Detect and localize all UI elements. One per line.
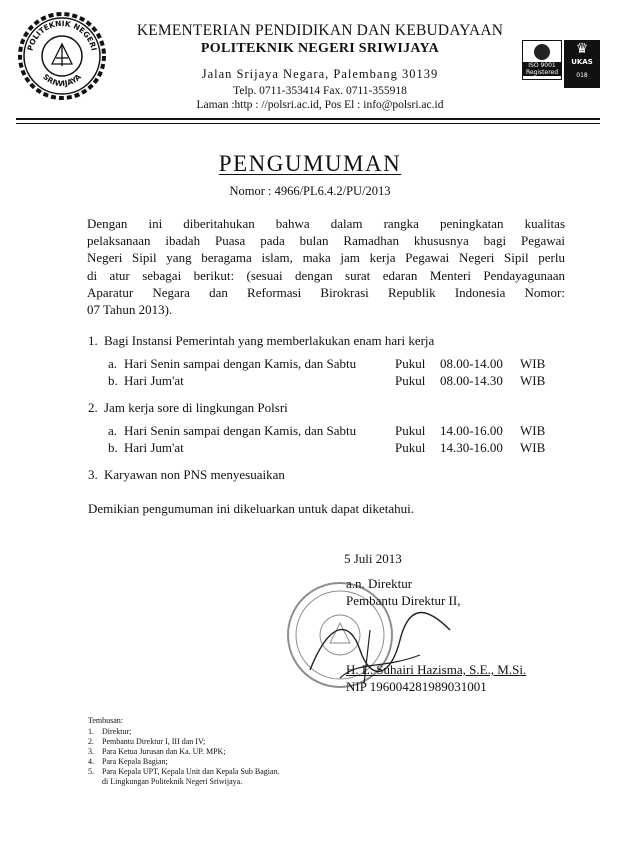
row-label: b. (108, 373, 118, 388)
row-label: a. (108, 356, 118, 371)
row-text: Hari Jum'at (124, 373, 184, 388)
cc-item-text: Direktur; (102, 727, 132, 736)
list-item (88, 467, 285, 483)
intro-line: pelaksanaan ibadah Puasa pada bulan Ramadhan khususnya bagi Pegawai (87, 233, 565, 249)
row-time: 08.00-14.00 (440, 356, 503, 371)
list-item-number: 2. (88, 400, 98, 415)
header-rule-thin (16, 123, 600, 124)
cc-item-text: di Lingkungan Politeknik Negeri Sriwijaya. (102, 777, 243, 786)
signature-on-behalf: a.n. Direktur (346, 576, 413, 591)
sgs-seal-icon (534, 44, 550, 60)
row-text: Hari Senin sampai dengan Kamis, dan Sabtu (124, 356, 357, 371)
website-email: Laman :http : //polsri.ac.id, Pos El : info@polsri.ac.id (196, 99, 444, 111)
phone-fax: Telp. 0711-353414 Fax. 0711-355918 (233, 85, 407, 97)
cc-item-number: 1. (88, 727, 94, 736)
iso-label: ISO 9001 (528, 62, 556, 69)
cc-item-number: 2. (88, 737, 94, 746)
announcement-number: Nomor : 4966/PL6.4.2/PU/2013 (229, 184, 391, 198)
intro-line: 07 Tahun 2013). (87, 302, 173, 318)
list-item (88, 400, 288, 416)
intro-line: Dengan ini diberitahukan bahwa dalam rangka peningkatan kualitas (87, 216, 565, 231)
ministry-name: KEMENTERIAN PENDIDIKAN DAN KEBUDAYAAN (136, 22, 504, 39)
row-label: a. (108, 423, 118, 438)
intro-line: di atur sebagai berikut: (sesuai dengan surat edaran Menteri Pendayagunaan (87, 267, 565, 283)
signatory-name: H. L. Suhairi Hazisma, S.E., M.Si. (346, 662, 527, 677)
row-pukul: Pukul (395, 373, 426, 388)
cc-item-number: 3. (88, 747, 94, 756)
list-item (88, 333, 434, 349)
ukas-code: 018 (576, 72, 588, 79)
row-time: 14.00-16.00 (440, 423, 503, 438)
row-zone: WIB (520, 423, 546, 438)
row-zone: WIB (520, 440, 546, 455)
iso-cert-badge (522, 40, 562, 80)
row-label: b. (108, 440, 118, 455)
cc-item-text: Para Ketua Jurusan dan Ka. UP. MPK; (102, 747, 226, 756)
row-text: Hari Senin sampai dengan Kamis, dan Sabtu (124, 423, 357, 438)
row-time: 08.00-14.30 (440, 373, 503, 388)
address: Jalan Srijaya Negara, Palembang 30139 (201, 67, 439, 81)
cc-heading: Tembusan: (88, 716, 123, 725)
cc-item-text: Pembantu Direktur I, III dan IV; (102, 737, 206, 746)
cc-item-text: Para Kepala Bagian; (102, 757, 168, 766)
cc-item (88, 777, 242, 786)
institution-name: POLITEKNIK NEGERI SRIWIJAYA (200, 41, 440, 56)
row-pukul: Pukul (395, 423, 426, 438)
ukas-cert-badge (564, 40, 600, 88)
row-zone: WIB (520, 373, 546, 388)
list-item-text: Jam kerja sore di lingkungan Polsri (104, 400, 288, 415)
logo-bottom-text: SRIWIJAYA (41, 72, 83, 89)
intro-line: Negeri Sipil yang beragama islam, maka jam kerja Pegawai Negeri Sipil perlu (87, 250, 565, 266)
ukas-label: UKAS (571, 58, 593, 66)
intro-line: Aparatur Negara dan Reformasi Birokrasi Republik Indonesia Nomor: (87, 284, 565, 300)
signature-position: Pembantu Direktur II, (346, 593, 461, 608)
cc-item (88, 727, 131, 736)
list-item-text: Bagi Instansi Pemerintah yang memberlakukan enam hari kerja (104, 333, 435, 348)
row-zone: WIB (520, 356, 546, 371)
cc-item (88, 767, 280, 776)
list-item-text: Karyawan non PNS menyesuaikan (104, 467, 285, 482)
iso-registered: Registered (525, 69, 559, 76)
crown-icon: ♛ (575, 41, 589, 57)
intro-paragraph (87, 215, 565, 318)
cc-item (88, 737, 205, 746)
cc-item (88, 757, 168, 766)
closing-statement: Demikian pengumuman ini dikeluarkan untuk dapat diketahui. (88, 501, 415, 516)
cc-item-number: 5. (88, 767, 94, 776)
list-item-number: 1. (88, 333, 98, 348)
cc-item (88, 747, 226, 756)
list-item-number: 3. (88, 467, 98, 482)
row-time: 14.30-16.00 (440, 440, 503, 455)
logo-top-text: POLITEKNIK NEGERI (25, 18, 99, 52)
header-rule-thick (16, 118, 600, 120)
row-text: Hari Jum'at (124, 440, 184, 455)
row-pukul: Pukul (395, 440, 426, 455)
cc-item-text: Para Kepala UPT, Kepala Unit dan Kepala Sub Bagian. (102, 767, 280, 776)
signatory-nip: NIP 196004281989031001 (346, 679, 487, 694)
signature-date: 5 Juli 2013 (344, 551, 402, 566)
row-pukul: Pukul (395, 356, 426, 371)
cc-item-number: 4. (88, 757, 94, 766)
announcement-title: PENGUMUMAN (218, 151, 402, 176)
